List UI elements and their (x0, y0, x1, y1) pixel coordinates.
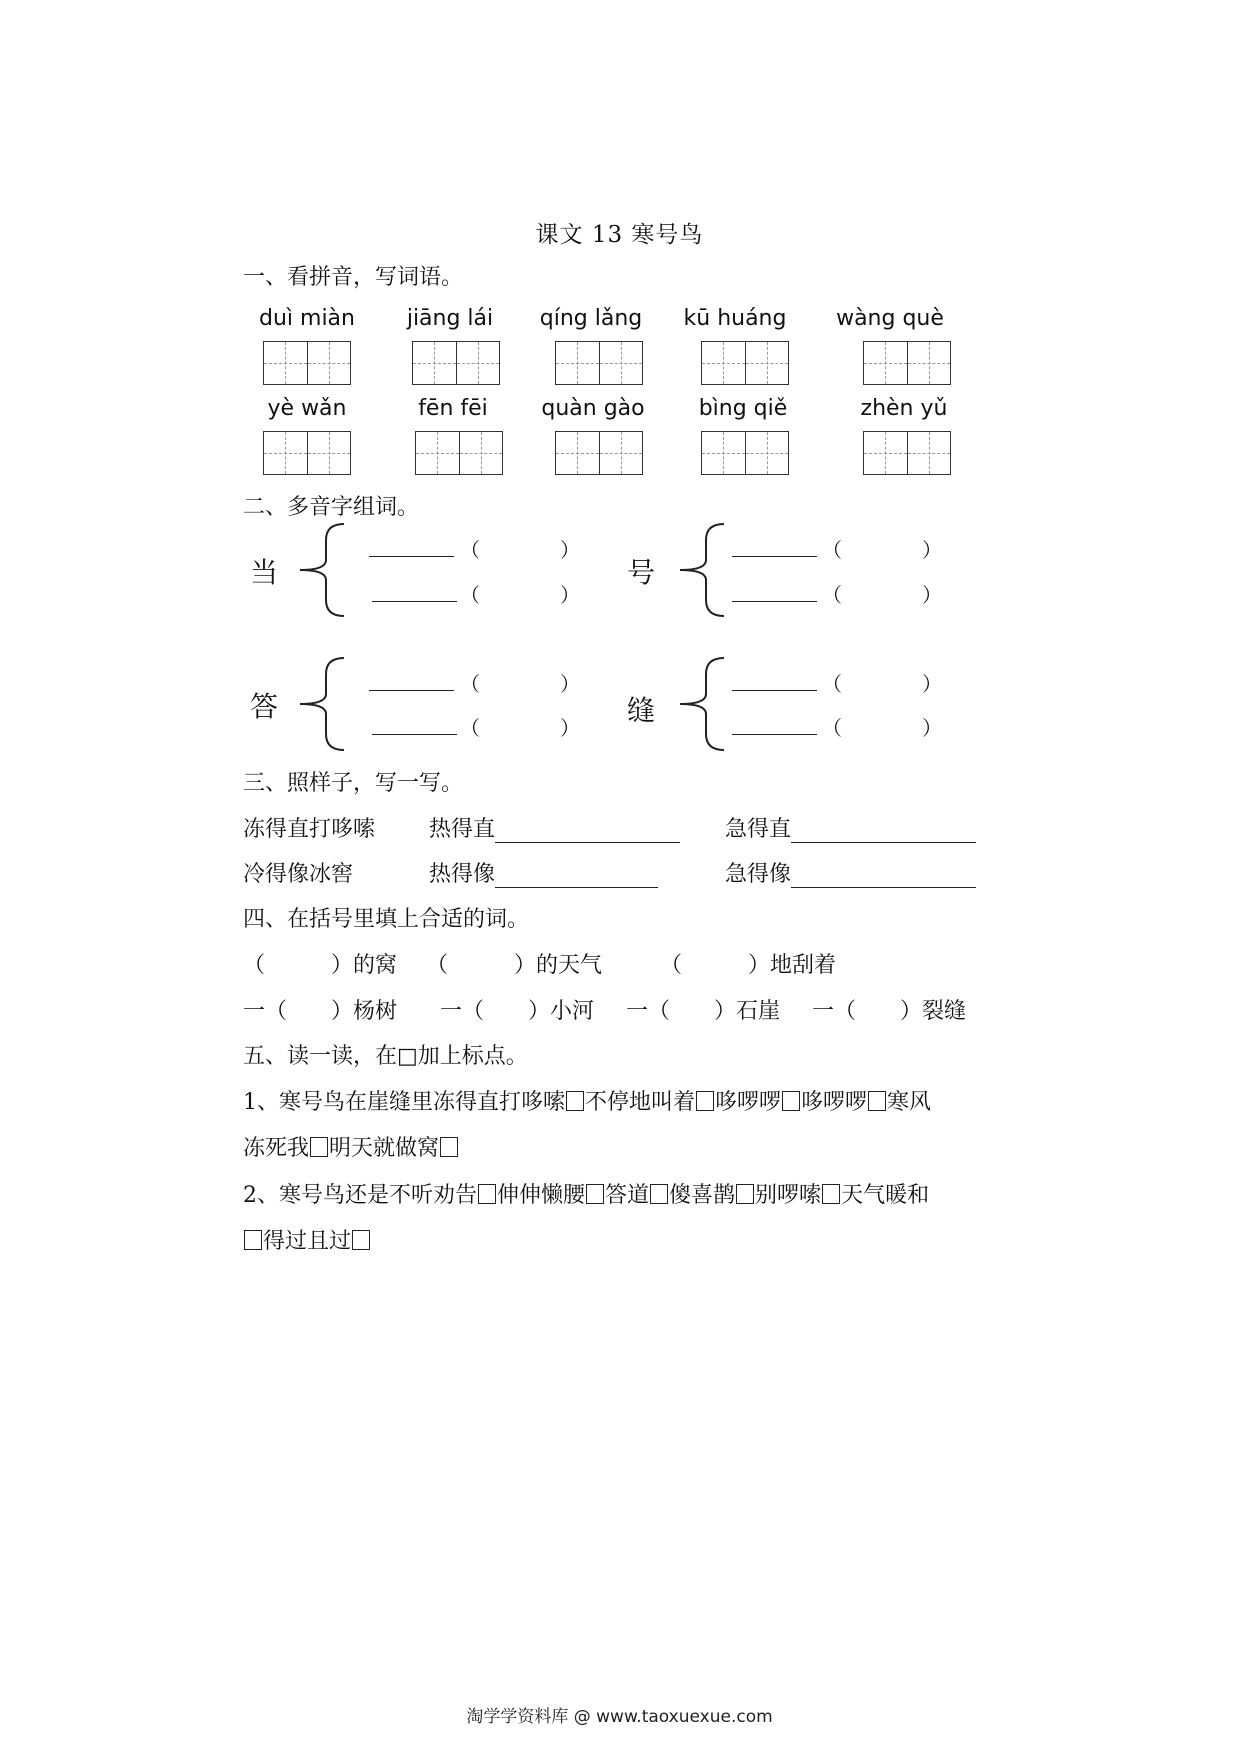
fill-phrase[interactable]: （ ）地刮着 (660, 953, 837, 978)
answer-blank[interactable] (372, 734, 457, 736)
answer-paren[interactable]: （ ） (460, 583, 580, 607)
answer-paren[interactable]: （ ） (460, 538, 580, 562)
punctuation-box[interactable] (650, 1184, 668, 1204)
pinyin-label: jiāng lái (406, 306, 494, 331)
writing-grid[interactable] (701, 431, 789, 475)
answer-blank[interactable] (732, 690, 817, 692)
writing-grid[interactable] (863, 431, 951, 475)
pinyin-label: fēn fēi (418, 396, 488, 421)
pinyin-label: zhèn yǔ (860, 396, 948, 421)
polyphone-char: 当 (250, 556, 279, 589)
punctuation-box[interactable] (782, 1091, 800, 1111)
text-segment: 明天就做窝 (329, 1136, 440, 1161)
punctuation-box[interactable] (822, 1184, 840, 1204)
text-segment: 1、寒号鸟在崖缝里冻得直打哆嗦 (243, 1090, 565, 1115)
text-segment: 不停地叫着 (585, 1090, 696, 1115)
phrase-prompt-text: 急得直 (725, 817, 792, 842)
pinyin-label: kū huáng (683, 306, 787, 331)
phrase-prompt (429, 812, 680, 843)
reading-line (243, 1131, 459, 1162)
text-segment: 别啰嗦 (755, 1183, 822, 1208)
answer-blank[interactable] (369, 556, 454, 558)
section4-heading: 四、在括号里填上合适的词。 (243, 907, 530, 932)
brace-icon (294, 656, 349, 752)
polyphone-char: 答 (250, 690, 279, 723)
section1-heading: 一、看拼音，写词语。 (243, 265, 464, 290)
answer-paren[interactable]: （ ） (822, 672, 942, 696)
example-phrase: 冻得直打哆嗦 (243, 817, 376, 842)
pinyin-label: wàng què (836, 306, 944, 331)
text-segment: 2、寒号鸟还是不听劝告 (243, 1183, 477, 1208)
punctuation-box[interactable] (736, 1184, 754, 1204)
text-segment: 傻喜鹊 (669, 1183, 736, 1208)
text-segment: 寒风 (887, 1090, 932, 1115)
punctuation-box[interactable] (696, 1091, 714, 1111)
text-segment: 天气暖和 (841, 1183, 930, 1208)
reading-line (243, 1085, 931, 1116)
brace-icon (674, 522, 729, 618)
phrase-prompt (725, 857, 976, 888)
phrase-prompt-text: 急得像 (725, 862, 792, 887)
answer-paren[interactable]: （ ） (822, 716, 942, 740)
punctuation-box[interactable] (478, 1184, 496, 1204)
writing-grid[interactable] (412, 341, 500, 385)
answer-line[interactable] (791, 865, 976, 888)
polyphone-char: 号 (627, 556, 656, 589)
answer-blank[interactable] (732, 601, 817, 603)
writing-grid[interactable] (263, 431, 351, 475)
pinyin-label: quàn gào (541, 396, 645, 421)
punctuation-box[interactable] (586, 1184, 604, 1204)
pinyin-label: qíng lǎng (539, 306, 643, 331)
answer-line[interactable] (495, 865, 658, 888)
writing-grid[interactable] (701, 341, 789, 385)
pinyin-label: bìng qiě (698, 396, 788, 421)
answer-blank[interactable] (372, 601, 457, 603)
phrase-prompt-text: 热得直 (429, 817, 496, 842)
answer-blank[interactable] (369, 690, 454, 692)
section2-heading: 二、多音字组词。 (243, 495, 420, 520)
answer-line[interactable] (791, 820, 976, 843)
fill-phrase[interactable]: 一（ ）裂缝 (812, 999, 967, 1024)
answer-paren[interactable]: （ ） (822, 538, 942, 562)
text-segment: 哆啰啰 (715, 1090, 782, 1115)
fill-phrase[interactable]: 一（ ）石崖 (626, 999, 781, 1024)
writing-grid[interactable] (263, 341, 351, 385)
text-segment: 伸伸懒腰 (497, 1183, 586, 1208)
example-phrase: 冷得像冰窖 (243, 862, 354, 887)
punctuation-box[interactable] (244, 1230, 262, 1250)
phrase-prompt-text: 热得像 (429, 862, 496, 887)
writing-grid[interactable] (863, 341, 951, 385)
writing-grid[interactable] (415, 431, 503, 475)
brace-icon (294, 522, 349, 618)
text-segment: 得过且过 (263, 1229, 352, 1254)
answer-paren[interactable]: （ ） (822, 583, 942, 607)
polyphone-char: 缝 (627, 694, 656, 727)
text-segment: 冻死我 (243, 1136, 310, 1161)
punctuation-box[interactable] (868, 1091, 886, 1111)
pinyin-label: duì miàn (259, 306, 355, 331)
writing-grid[interactable] (555, 431, 643, 475)
fill-phrase[interactable]: 一（ ）杨树 (243, 999, 398, 1024)
answer-blank[interactable] (732, 734, 817, 736)
section5-heading: 五、读一读，在□加上标点。 (243, 1044, 528, 1069)
reading-line (243, 1224, 371, 1255)
punctuation-box[interactable] (310, 1137, 328, 1157)
answer-paren[interactable]: （ ） (460, 672, 580, 696)
page-title: 课文 13 寒号鸟 (535, 222, 704, 248)
punctuation-box[interactable] (352, 1230, 370, 1250)
answer-line[interactable] (495, 820, 680, 843)
text-segment: 答道 (605, 1183, 650, 1208)
reading-line (243, 1178, 929, 1209)
answer-blank[interactable] (732, 556, 817, 558)
brace-icon (674, 656, 729, 752)
punctuation-box[interactable] (440, 1137, 458, 1157)
phrase-prompt (429, 857, 658, 888)
fill-phrase[interactable]: （ ）的天气 (426, 953, 603, 978)
answer-paren[interactable]: （ ） (460, 716, 580, 740)
text-segment: 哆啰啰 (801, 1090, 868, 1115)
punctuation-box[interactable] (566, 1091, 584, 1111)
phrase-prompt (725, 812, 976, 843)
footer-watermark: 淘学学资料库 @ www.taoxuexue.com (466, 1707, 773, 1727)
fill-phrase[interactable]: 一（ ）小河 (440, 999, 595, 1024)
section3-heading: 三、照样子，写一写。 (243, 771, 464, 796)
fill-phrase[interactable]: （ ）的窝 (243, 953, 398, 978)
pinyin-label: yè wǎn (267, 396, 347, 421)
writing-grid[interactable] (555, 341, 643, 385)
